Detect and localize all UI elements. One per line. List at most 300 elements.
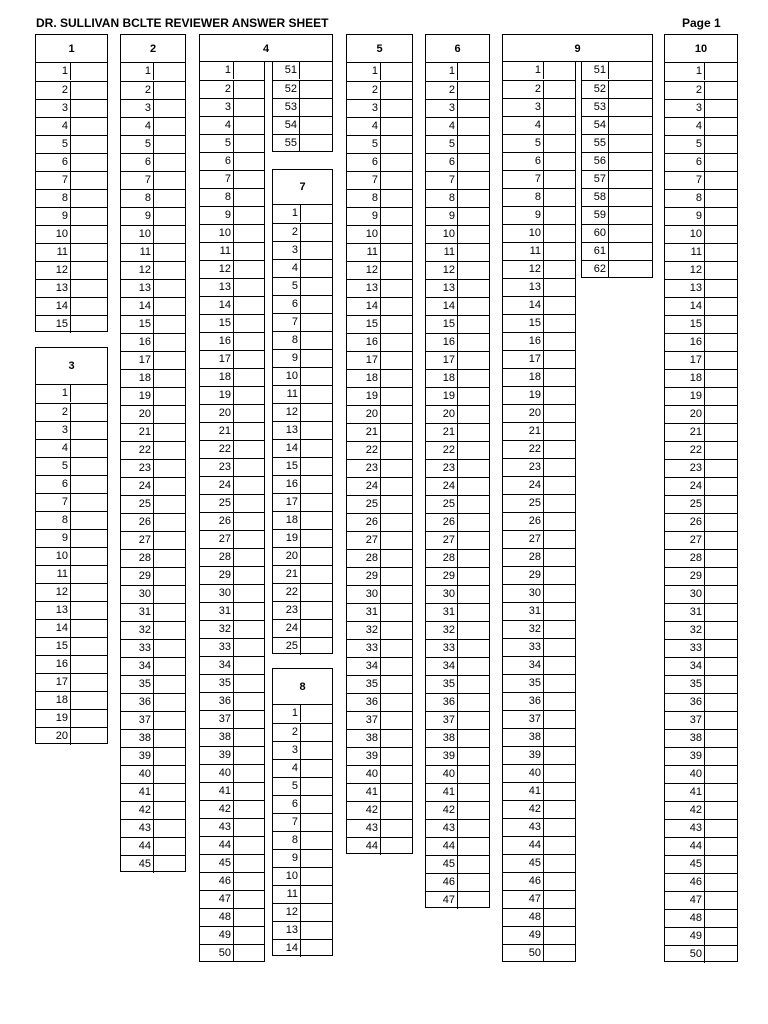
answer-box[interactable] (543, 909, 575, 926)
answer-box[interactable] (70, 674, 107, 691)
answer-box[interactable] (380, 604, 412, 621)
answer-box[interactable] (233, 603, 264, 620)
answer-box[interactable] (300, 778, 332, 795)
answer-box[interactable] (233, 747, 264, 764)
answer-box[interactable] (543, 279, 575, 296)
answer-box[interactable] (457, 496, 489, 513)
answer-box[interactable] (704, 406, 737, 423)
answer-box[interactable] (704, 856, 737, 873)
answer-box[interactable] (233, 153, 264, 170)
answer-box[interactable] (457, 730, 489, 747)
answer-box[interactable] (300, 458, 332, 475)
answer-box[interactable] (380, 496, 412, 513)
answer-box[interactable] (153, 478, 185, 495)
answer-box[interactable] (380, 442, 412, 459)
answer-box[interactable] (233, 819, 264, 836)
answer-box[interactable] (70, 512, 107, 529)
answer-box[interactable] (543, 99, 575, 116)
answer-box[interactable] (543, 81, 575, 98)
answer-box[interactable] (153, 190, 185, 207)
answer-box[interactable] (300, 922, 332, 939)
answer-box[interactable] (543, 585, 575, 602)
answer-box[interactable] (704, 712, 737, 729)
answer-box[interactable] (704, 496, 737, 513)
answer-box[interactable] (457, 622, 489, 639)
answer-box[interactable] (153, 280, 185, 297)
answer-box[interactable] (543, 567, 575, 584)
answer-box[interactable] (70, 422, 107, 439)
answer-box[interactable] (233, 639, 264, 656)
answer-box[interactable] (380, 820, 412, 837)
answer-box[interactable] (543, 225, 575, 242)
answer-box[interactable] (233, 765, 264, 782)
answer-box[interactable] (704, 298, 737, 315)
answer-box[interactable] (233, 693, 264, 710)
answer-box[interactable] (704, 262, 737, 279)
answer-box[interactable] (153, 244, 185, 261)
answer-box[interactable] (70, 385, 107, 402)
answer-box[interactable] (153, 658, 185, 675)
answer-box[interactable] (233, 891, 264, 908)
answer-box[interactable] (300, 386, 332, 403)
answer-box[interactable] (608, 189, 652, 206)
answer-box[interactable] (153, 712, 185, 729)
answer-box[interactable] (300, 584, 332, 601)
answer-box[interactable] (457, 424, 489, 441)
answer-box[interactable] (380, 694, 412, 711)
answer-box[interactable] (300, 548, 332, 565)
answer-box[interactable] (233, 279, 264, 296)
answer-box[interactable] (380, 712, 412, 729)
answer-box[interactable] (70, 710, 107, 727)
answer-box[interactable] (380, 298, 412, 315)
answer-box[interactable] (543, 441, 575, 458)
answer-box[interactable] (153, 298, 185, 315)
answer-box[interactable] (70, 728, 107, 745)
answer-box[interactable] (233, 99, 264, 116)
answer-box[interactable] (153, 550, 185, 567)
answer-box[interactable] (153, 370, 185, 387)
answer-box[interactable] (457, 820, 489, 837)
answer-box[interactable] (153, 676, 185, 693)
answer-box[interactable] (70, 584, 107, 601)
answer-box[interactable] (300, 332, 332, 349)
answer-box[interactable] (457, 280, 489, 297)
answer-box[interactable] (704, 640, 737, 657)
answer-box[interactable] (704, 424, 737, 441)
answer-box[interactable] (457, 514, 489, 531)
answer-box[interactable] (300, 512, 332, 529)
answer-box[interactable] (704, 208, 737, 225)
answer-box[interactable] (153, 460, 185, 477)
answer-box[interactable] (704, 334, 737, 351)
answer-box[interactable] (704, 658, 737, 675)
answer-box[interactable] (233, 261, 264, 278)
answer-box[interactable] (457, 82, 489, 99)
answer-box[interactable] (457, 154, 489, 171)
answer-box[interactable] (300, 638, 332, 655)
answer-box[interactable] (380, 532, 412, 549)
answer-box[interactable] (457, 190, 489, 207)
answer-box[interactable] (233, 117, 264, 134)
answer-box[interactable] (153, 568, 185, 585)
answer-box[interactable] (153, 622, 185, 639)
answer-box[interactable] (704, 244, 737, 261)
answer-box[interactable] (543, 927, 575, 944)
answer-box[interactable] (300, 494, 332, 511)
answer-box[interactable] (543, 315, 575, 332)
answer-box[interactable] (457, 136, 489, 153)
answer-box[interactable] (300, 224, 332, 241)
answer-box[interactable] (608, 207, 652, 224)
answer-box[interactable] (380, 586, 412, 603)
answer-box[interactable] (300, 742, 332, 759)
answer-box[interactable] (233, 387, 264, 404)
answer-box[interactable] (233, 675, 264, 692)
answer-box[interactable] (543, 621, 575, 638)
answer-box[interactable] (704, 63, 737, 80)
answer-box[interactable] (300, 904, 332, 921)
answer-box[interactable] (608, 99, 652, 116)
answer-box[interactable] (380, 802, 412, 819)
answer-box[interactable] (543, 297, 575, 314)
answer-box[interactable] (300, 868, 332, 885)
answer-box[interactable] (233, 81, 264, 98)
answer-box[interactable] (608, 225, 652, 242)
answer-box[interactable] (233, 243, 264, 260)
answer-box[interactable] (153, 820, 185, 837)
answer-box[interactable] (380, 63, 412, 80)
answer-box[interactable] (457, 658, 489, 675)
answer-box[interactable] (300, 476, 332, 493)
answer-box[interactable] (233, 477, 264, 494)
answer-box[interactable] (380, 154, 412, 171)
answer-box[interactable] (457, 100, 489, 117)
answer-box[interactable] (380, 478, 412, 495)
answer-box[interactable] (457, 766, 489, 783)
answer-box[interactable] (153, 604, 185, 621)
answer-box[interactable] (70, 298, 107, 315)
answer-box[interactable] (457, 460, 489, 477)
answer-box[interactable] (300, 602, 332, 619)
answer-box[interactable] (380, 406, 412, 423)
answer-box[interactable] (153, 352, 185, 369)
answer-box[interactable] (380, 460, 412, 477)
answer-box[interactable] (457, 370, 489, 387)
answer-box[interactable] (233, 729, 264, 746)
answer-box[interactable] (457, 442, 489, 459)
answer-box[interactable] (380, 280, 412, 297)
answer-box[interactable] (543, 729, 575, 746)
answer-box[interactable] (457, 604, 489, 621)
answer-box[interactable] (380, 136, 412, 153)
answer-box[interactable] (457, 388, 489, 405)
answer-box[interactable] (70, 476, 107, 493)
answer-box[interactable] (704, 172, 737, 189)
answer-box[interactable] (457, 550, 489, 567)
answer-box[interactable] (380, 352, 412, 369)
answer-box[interactable] (543, 243, 575, 260)
answer-box[interactable] (153, 388, 185, 405)
answer-box[interactable] (300, 350, 332, 367)
answer-box[interactable] (300, 724, 332, 741)
answer-box[interactable] (543, 819, 575, 836)
answer-box[interactable] (233, 801, 264, 818)
answer-box[interactable] (153, 334, 185, 351)
answer-box[interactable] (153, 316, 185, 333)
answer-box[interactable] (704, 442, 737, 459)
answer-box[interactable] (543, 765, 575, 782)
answer-box[interactable] (704, 730, 737, 747)
answer-box[interactable] (380, 316, 412, 333)
answer-box[interactable] (704, 532, 737, 549)
answer-box[interactable] (704, 784, 737, 801)
answer-box[interactable] (153, 730, 185, 747)
answer-box[interactable] (70, 100, 107, 117)
answer-box[interactable] (457, 802, 489, 819)
answer-box[interactable] (70, 602, 107, 619)
answer-box[interactable] (543, 477, 575, 494)
answer-box[interactable] (543, 945, 575, 962)
answer-box[interactable] (543, 639, 575, 656)
answer-box[interactable] (233, 837, 264, 854)
answer-box[interactable] (543, 675, 575, 692)
answer-box[interactable] (704, 460, 737, 477)
answer-box[interactable] (543, 459, 575, 476)
answer-box[interactable] (704, 748, 737, 765)
answer-box[interactable] (233, 333, 264, 350)
answer-box[interactable] (233, 567, 264, 584)
answer-box[interactable] (543, 135, 575, 152)
answer-box[interactable] (543, 891, 575, 908)
answer-box[interactable] (70, 118, 107, 135)
answer-box[interactable] (457, 640, 489, 657)
answer-box[interactable] (233, 225, 264, 242)
answer-box[interactable] (70, 458, 107, 475)
answer-box[interactable] (457, 712, 489, 729)
answer-box[interactable] (299, 117, 332, 134)
answer-box[interactable] (457, 298, 489, 315)
answer-box[interactable] (543, 531, 575, 548)
answer-box[interactable] (70, 154, 107, 171)
answer-box[interactable] (380, 748, 412, 765)
answer-box[interactable] (233, 783, 264, 800)
answer-box[interactable] (70, 656, 107, 673)
answer-box[interactable] (608, 62, 652, 79)
answer-box[interactable] (380, 838, 412, 855)
answer-box[interactable] (457, 334, 489, 351)
answer-box[interactable] (380, 388, 412, 405)
answer-box[interactable] (704, 820, 737, 837)
answer-box[interactable] (608, 153, 652, 170)
answer-box[interactable] (70, 172, 107, 189)
answer-box[interactable] (233, 405, 264, 422)
answer-box[interactable] (300, 705, 332, 722)
answer-box[interactable] (543, 333, 575, 350)
answer-box[interactable] (70, 440, 107, 457)
answer-box[interactable] (380, 334, 412, 351)
answer-box[interactable] (153, 784, 185, 801)
answer-box[interactable] (704, 946, 737, 963)
answer-box[interactable] (153, 118, 185, 135)
answer-box[interactable] (300, 832, 332, 849)
answer-box[interactable] (543, 261, 575, 278)
answer-box[interactable] (233, 495, 264, 512)
answer-box[interactable] (704, 478, 737, 495)
answer-box[interactable] (153, 262, 185, 279)
answer-box[interactable] (457, 352, 489, 369)
answer-box[interactable] (704, 694, 737, 711)
answer-box[interactable] (70, 190, 107, 207)
answer-box[interactable] (457, 694, 489, 711)
answer-box[interactable] (543, 783, 575, 800)
answer-box[interactable] (233, 513, 264, 530)
answer-box[interactable] (380, 244, 412, 261)
answer-box[interactable] (153, 63, 185, 80)
answer-box[interactable] (380, 676, 412, 693)
answer-box[interactable] (543, 801, 575, 818)
answer-box[interactable] (300, 314, 332, 331)
answer-box[interactable] (457, 856, 489, 873)
answer-box[interactable] (70, 136, 107, 153)
answer-box[interactable] (704, 928, 737, 945)
answer-box[interactable] (543, 405, 575, 422)
answer-box[interactable] (153, 802, 185, 819)
answer-box[interactable] (300, 205, 332, 222)
answer-box[interactable] (70, 566, 107, 583)
answer-box[interactable] (70, 208, 107, 225)
answer-box[interactable] (457, 244, 489, 261)
answer-box[interactable] (153, 856, 185, 873)
answer-box[interactable] (233, 585, 264, 602)
answer-box[interactable] (153, 226, 185, 243)
answer-box[interactable] (70, 226, 107, 243)
answer-box[interactable] (704, 874, 737, 891)
answer-box[interactable] (543, 171, 575, 188)
answer-box[interactable] (543, 837, 575, 854)
answer-box[interactable] (300, 260, 332, 277)
answer-box[interactable] (153, 406, 185, 423)
answer-box[interactable] (380, 766, 412, 783)
answer-box[interactable] (543, 117, 575, 134)
answer-box[interactable] (153, 748, 185, 765)
answer-box[interactable] (543, 153, 575, 170)
answer-box[interactable] (380, 784, 412, 801)
answer-box[interactable] (457, 316, 489, 333)
answer-box[interactable] (300, 242, 332, 259)
answer-box[interactable] (608, 81, 652, 98)
answer-box[interactable] (457, 63, 489, 80)
answer-box[interactable] (233, 62, 264, 79)
answer-box[interactable] (543, 189, 575, 206)
answer-box[interactable] (457, 748, 489, 765)
answer-box[interactable] (704, 316, 737, 333)
answer-box[interactable] (233, 855, 264, 872)
answer-box[interactable] (299, 99, 332, 116)
answer-box[interactable] (300, 850, 332, 867)
answer-box[interactable] (153, 640, 185, 657)
answer-box[interactable] (704, 190, 737, 207)
answer-box[interactable] (608, 135, 652, 152)
answer-box[interactable] (457, 532, 489, 549)
answer-box[interactable] (457, 262, 489, 279)
answer-box[interactable] (299, 81, 332, 98)
answer-box[interactable] (70, 530, 107, 547)
answer-box[interactable] (300, 814, 332, 831)
answer-box[interactable] (457, 568, 489, 585)
answer-box[interactable] (300, 530, 332, 547)
answer-box[interactable] (233, 621, 264, 638)
answer-box[interactable] (233, 171, 264, 188)
answer-box[interactable] (704, 892, 737, 909)
answer-box[interactable] (70, 82, 107, 99)
answer-box[interactable] (233, 315, 264, 332)
answer-box[interactable] (233, 297, 264, 314)
answer-box[interactable] (380, 730, 412, 747)
answer-box[interactable] (380, 118, 412, 135)
answer-box[interactable] (380, 208, 412, 225)
answer-box[interactable] (233, 189, 264, 206)
answer-box[interactable] (380, 622, 412, 639)
answer-box[interactable] (457, 676, 489, 693)
answer-box[interactable] (457, 784, 489, 801)
answer-box[interactable] (543, 387, 575, 404)
answer-box[interactable] (233, 657, 264, 674)
answer-box[interactable] (233, 909, 264, 926)
answer-box[interactable] (704, 802, 737, 819)
answer-box[interactable] (380, 550, 412, 567)
answer-box[interactable] (704, 550, 737, 567)
answer-box[interactable] (300, 296, 332, 313)
answer-box[interactable] (153, 496, 185, 513)
answer-box[interactable] (153, 766, 185, 783)
answer-box[interactable] (233, 207, 264, 224)
answer-box[interactable] (704, 370, 737, 387)
answer-box[interactable] (704, 838, 737, 855)
answer-box[interactable] (608, 117, 652, 134)
answer-box[interactable] (233, 873, 264, 890)
answer-box[interactable] (153, 82, 185, 99)
answer-box[interactable] (457, 874, 489, 891)
answer-box[interactable] (457, 838, 489, 855)
answer-box[interactable] (380, 172, 412, 189)
answer-box[interactable] (704, 910, 737, 927)
answer-box[interactable] (704, 514, 737, 531)
answer-box[interactable] (704, 586, 737, 603)
answer-box[interactable] (153, 442, 185, 459)
answer-box[interactable] (543, 495, 575, 512)
answer-box[interactable] (153, 154, 185, 171)
answer-box[interactable] (233, 369, 264, 386)
answer-box[interactable] (543, 747, 575, 764)
answer-box[interactable] (300, 760, 332, 777)
answer-box[interactable] (457, 118, 489, 135)
answer-box[interactable] (543, 549, 575, 566)
answer-box[interactable] (457, 226, 489, 243)
answer-box[interactable] (543, 693, 575, 710)
answer-box[interactable] (233, 351, 264, 368)
answer-box[interactable] (380, 82, 412, 99)
answer-box[interactable] (300, 620, 332, 637)
answer-box[interactable] (233, 459, 264, 476)
answer-box[interactable] (608, 261, 652, 278)
answer-box[interactable] (70, 620, 107, 637)
answer-box[interactable] (153, 136, 185, 153)
answer-box[interactable] (380, 190, 412, 207)
answer-box[interactable] (543, 513, 575, 530)
answer-box[interactable] (300, 440, 332, 457)
answer-box[interactable] (457, 406, 489, 423)
